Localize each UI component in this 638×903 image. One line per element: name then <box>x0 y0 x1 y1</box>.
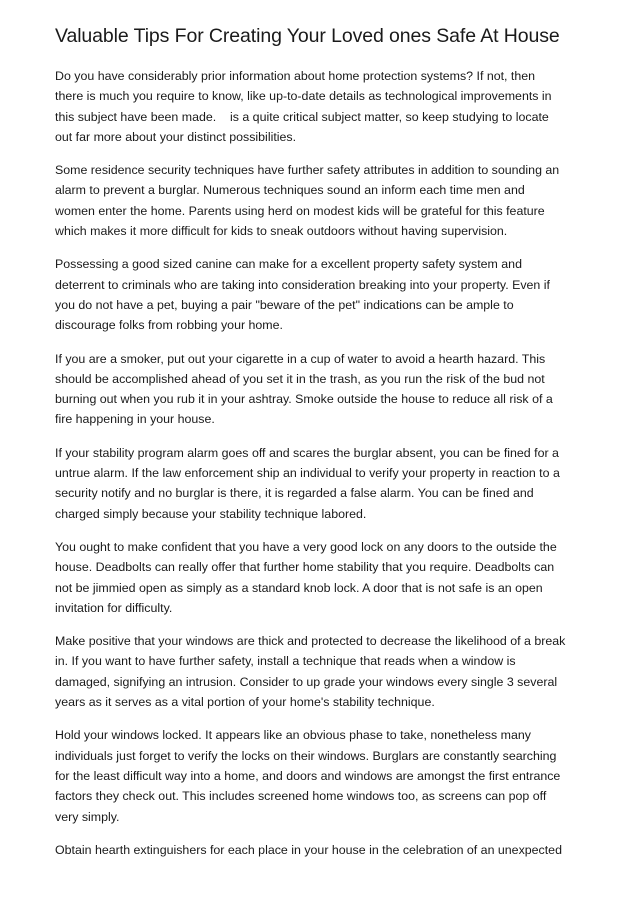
paragraph-line: charged simply because your stability technique labored. <box>55 506 367 521</box>
paragraph-line: alarm to prevent a burglar. Numerous techniques sound an inform each time men and <box>55 183 525 198</box>
paragraph-line: untrue alarm. If the law enforcement ship an individual to verify your property in reaction to a <box>55 466 560 481</box>
paragraph-line: you do not have a pet, buying a pair "beware of the pet" indications can be ample to <box>55 297 514 312</box>
body-paragraph <box>55 349 608 430</box>
body-paragraph <box>55 631 608 712</box>
paragraph-line: Do you have considerably prior information about home protection systems? If not, then <box>55 69 536 83</box>
paragraph-line: fire happening in your house. <box>55 412 215 427</box>
paragraph-line: this subject have been made. is a quite critical subject matter, so keep studying to locate <box>55 109 549 124</box>
paragraph-line: in. If you want to have further safety, install a technique that reads when a window is <box>55 654 516 669</box>
paragraph-line: Possessing a good sized canine can make for a excellent property safety system and <box>55 257 522 272</box>
paragraph-line: burning out when you rub it in your ashtray. Smoke outside the house to reduce all risk of a <box>55 392 553 407</box>
paragraph-line: not be jimmied open as simply as a standard knob lock. A door that is not safe is an open <box>55 580 543 595</box>
paragraph-line: which makes it more difficult for kids to sneak outdoors without having supervision. <box>55 224 508 239</box>
paragraph-line: security notify and no burglar is there, it is regarded a false alarm. You can be fined and <box>55 486 534 501</box>
paragraph-line: very simply. <box>55 809 120 824</box>
body-paragraph <box>55 66 608 147</box>
paragraph-line: should be accomplished ahead of you set it in the trash, as you run the risk of the bud not <box>55 371 545 386</box>
body-paragraph <box>55 160 608 241</box>
paragraph-line: Obtain hearth extinguishers for each place in your house in the celebration of an unexpected <box>55 842 562 857</box>
paragraph-line: Hold your windows locked. It appears like an obvious phase to take, nonetheless many <box>55 728 531 743</box>
paragraph-line: for the least difficult way into a home, and doors and windows are amongst the first entrance <box>55 768 561 783</box>
body-paragraph <box>55 537 608 618</box>
paragraph-line: there is much you require to know, like up-to-date details as technological improvements in <box>55 89 552 104</box>
paragraph-line: Some residence security techniques have further safety attributes in addition to sounding an <box>55 163 560 178</box>
paragraph-line: out far more about your distinct possibilities. <box>55 129 297 144</box>
body-paragraph <box>55 254 608 335</box>
paragraph-line: years as it serves as a vital portion of your home's stability technique. <box>55 695 435 710</box>
paragraph-line: damaged, signifying an intrusion. Consider to up grade your windows every single 3 several <box>55 674 558 689</box>
paragraph-line: If you are a smoker, put out your cigarette in a cup of water to avoid a hearth hazard. This <box>55 351 546 366</box>
paragraph-line: invitation for difficulty. <box>55 600 173 615</box>
body-paragraph <box>55 840 608 860</box>
paragraph-line: individuals just forget to verify the locks on their windows. Burglars are constantly searching <box>55 748 557 763</box>
paragraph-line: Make positive that your windows are thick and protected to decrease the likelihood of a break <box>55 634 566 649</box>
paragraph-line: deterrent to criminals who are taking into consideration breaking into your property. Even if <box>55 277 550 292</box>
paragraph-line: factors they check out. This includes screened home windows too, as screens can pop off <box>55 789 547 804</box>
body-paragraph <box>55 443 608 524</box>
document-body <box>55 66 608 860</box>
paragraph-line: You ought to make confident that you have a very good lock on any doors to the outside the <box>55 539 557 554</box>
paragraph-line: discourage folks from robbing your home. <box>55 318 283 333</box>
paragraph-line: house. Deadbolts can really offer that further home stability that you require. Deadbolts can <box>55 560 555 575</box>
body-paragraph <box>55 725 608 826</box>
document-title: Valuable Tips For Creating Your Loved ones Safe At House <box>55 25 560 47</box>
paragraph-line: women enter the home. Parents using herd on modest kids will be grateful for this feature <box>55 203 545 218</box>
paragraph-line: If your stability program alarm goes off and scares the burglar absent, you can be fined for a <box>55 445 559 460</box>
